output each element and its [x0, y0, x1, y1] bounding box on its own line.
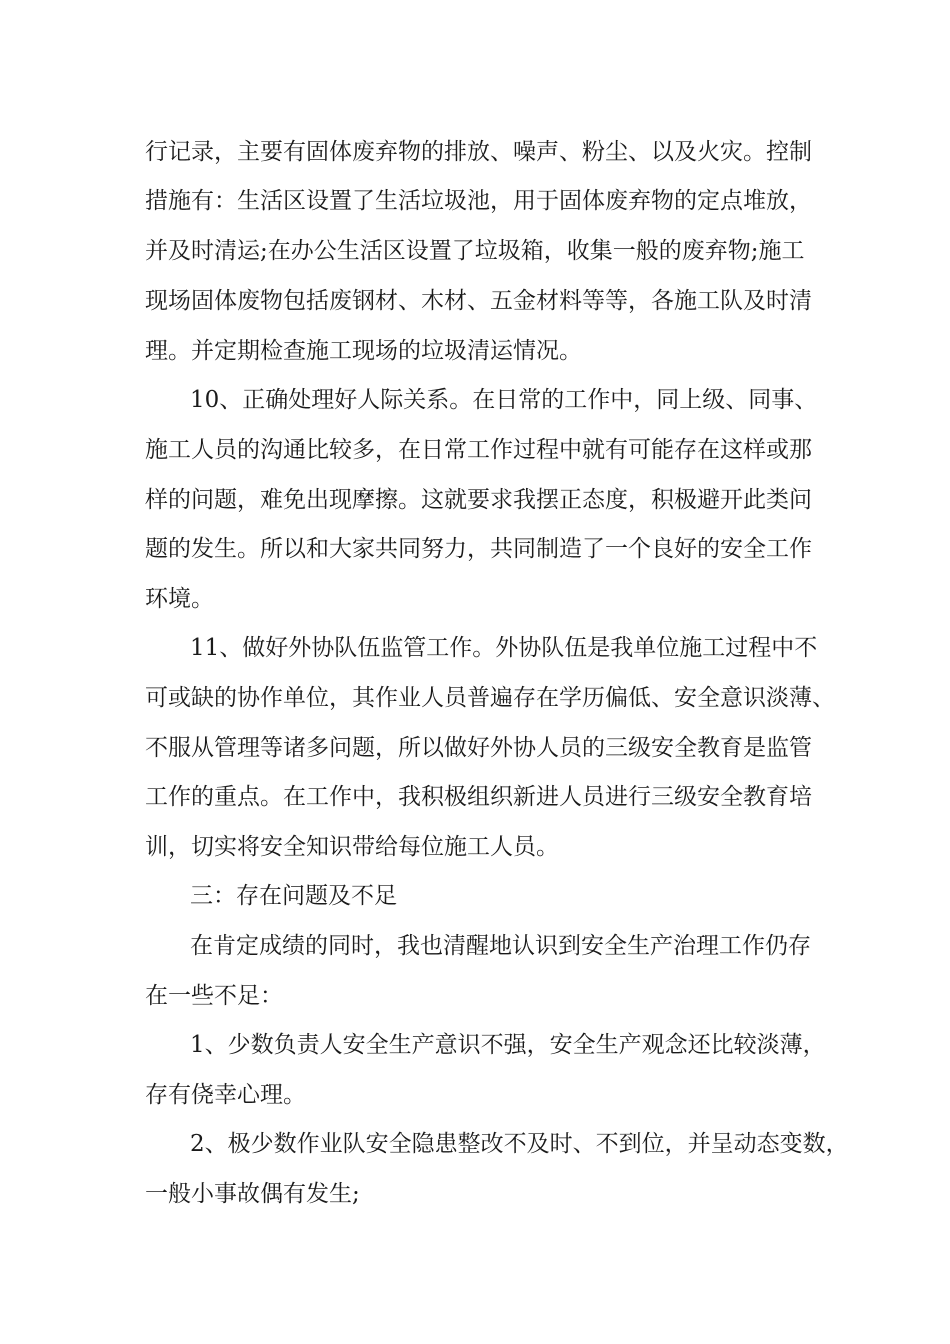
text-line: 并及时清运;在办公生活区设置了垃圾箱，收集一般的废弃物;施工: [145, 238, 805, 264]
text-line: 样的问题，难免出现摩擦。这就要求我摆正态度，积极避开此类问: [145, 487, 812, 513]
paragraph-11-start: 11、做好外协队伍监管工作。外协队伍是我单位施工过程中不: [190, 635, 818, 661]
text-line: 现场固体废物包括废钢材、木材、五金材料等等，各施工队及时清: [145, 288, 812, 314]
text-line: 可或缺的协作单位，其作业人员普遍存在学历偏低、安全意识淡薄、: [145, 685, 835, 711]
text-line: 环境。: [145, 586, 214, 612]
list-item-2-start: 2、极少数作业队安全隐患整改不及时、不到位，并呈动态变数，: [190, 1131, 849, 1157]
text-line: 工作的重点。在工作中，我积极组织新进人员进行三级安全教育培: [145, 784, 812, 810]
section-heading: 三：存在问题及不足: [190, 883, 397, 909]
text-line: 在一些不足：: [145, 983, 283, 1009]
text-line: 训，切实将安全知识带给每位施工人员。: [145, 834, 559, 860]
text-line: 存有侥幸心理。: [145, 1082, 306, 1108]
list-item-1-start: 1、少数负责人安全生产意识不强，安全生产观念还比较淡薄，: [190, 1032, 826, 1058]
text-line: 题的发生。所以和大家共同努力，共同制造了一个良好的安全工作: [145, 536, 812, 562]
paragraph-10-start: 10、正确处理好人际关系。在日常的工作中，同上级、同事、: [190, 387, 818, 413]
text-line: 措施有：生活区设置了生活垃圾池，用于固体废弃物的定点堆放，: [145, 188, 812, 214]
text-line: 施工人员的沟通比较多，在日常工作过程中就有可能存在这样或那: [145, 437, 812, 463]
text-line: 行记录，主要有固体废弃物的排放、噪声、粉尘、以及火灾。控制: [145, 139, 812, 165]
text-line: 一般小事故偶有发生;: [145, 1181, 360, 1207]
text-line: 理。并定期检查施工现场的垃圾清运情况。: [145, 338, 582, 364]
text-line: 不服从管理等诸多问题，所以做好外协人员的三级安全教育是监管: [145, 735, 812, 761]
paragraph-intro-start: 在肯定成绩的同时，我也清醒地认识到安全生产治理工作仍存: [190, 933, 811, 959]
